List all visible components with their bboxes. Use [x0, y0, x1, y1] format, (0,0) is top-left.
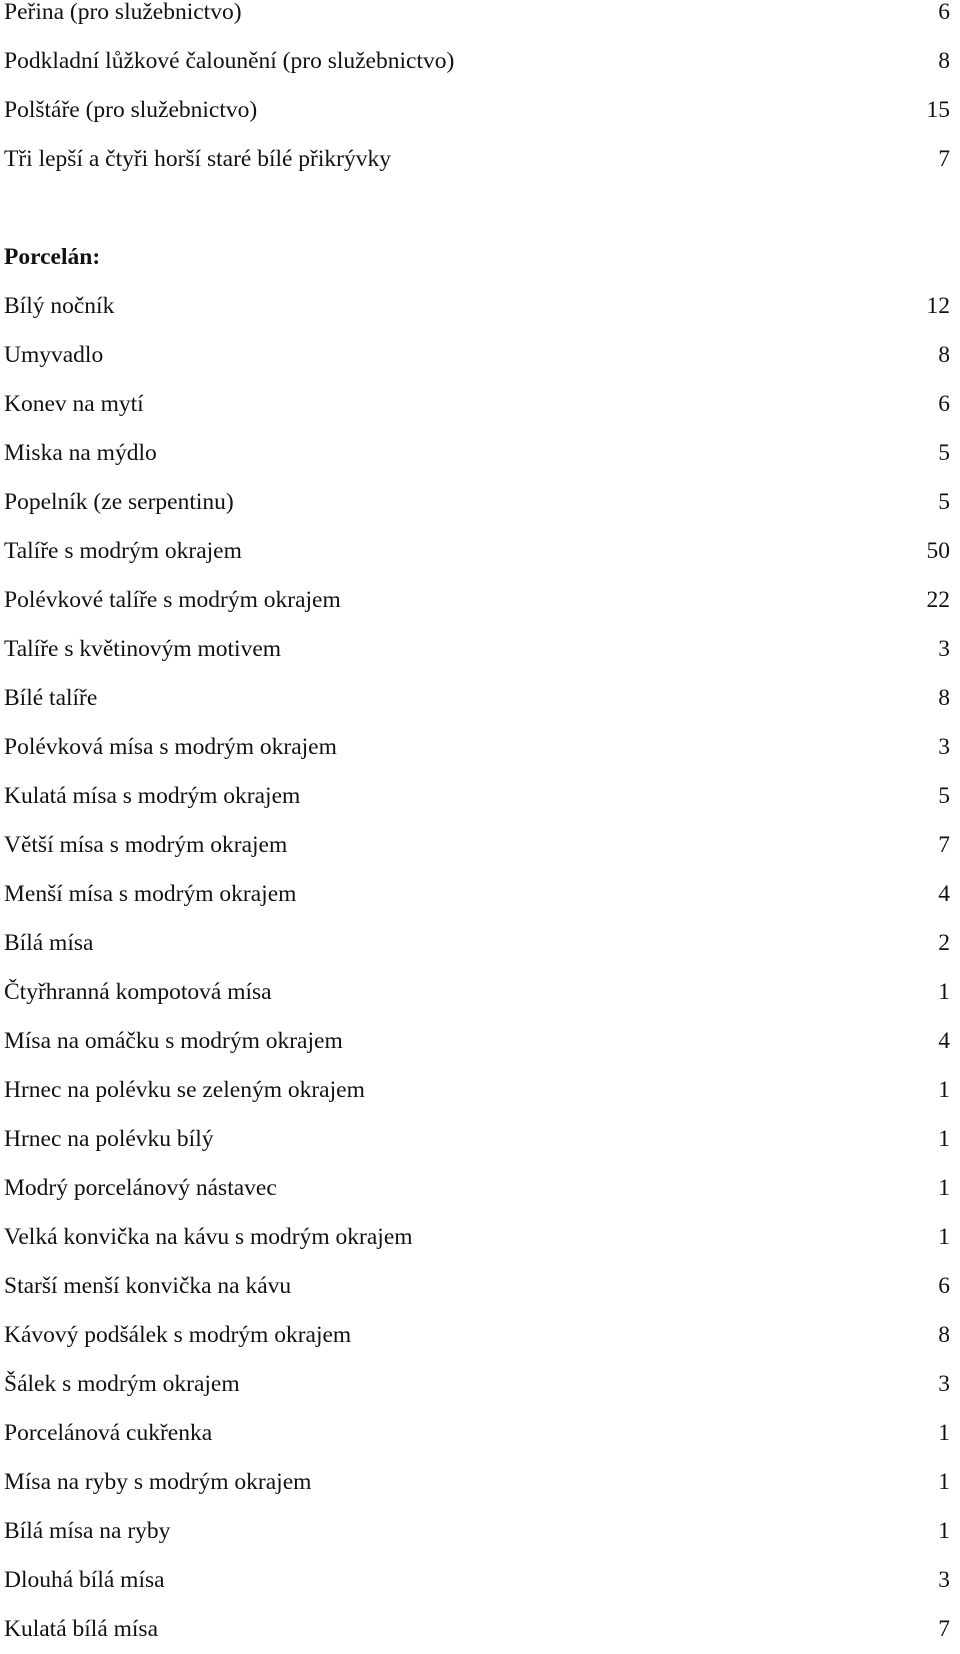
list-item	[4, 1262, 950, 1311]
section-spacer	[4, 184, 950, 233]
item-quantity: 5	[938, 783, 950, 809]
item-quantity: 7	[938, 146, 950, 172]
item-quantity: 5	[938, 489, 950, 515]
item-quantity: 4	[938, 1028, 950, 1054]
item-quantity: 2	[938, 930, 950, 956]
item-quantity: 1	[938, 1420, 950, 1446]
item-quantity: 3	[938, 734, 950, 760]
list-item	[4, 723, 950, 772]
item-quantity: 3	[938, 1567, 950, 1593]
item-label: Tři lepší a čtyři horší staré bílé přikrývky	[4, 146, 391, 172]
list-item	[4, 37, 950, 86]
item-quantity: 1	[938, 1175, 950, 1201]
item-label: Popelník (ze serpentinu)	[4, 489, 234, 515]
list-item	[4, 1066, 950, 1115]
item-label: Bílý nočník	[4, 293, 115, 319]
item-label: Starší menší konvička na kávu	[4, 1273, 292, 1299]
item-label: Polévkové talíře s modrým okrajem	[4, 587, 341, 613]
item-quantity: 1	[938, 1077, 950, 1103]
list-item	[4, 772, 950, 821]
inventory-document	[4, 0, 950, 1654]
item-quantity: 6	[938, 1273, 950, 1299]
item-label: Mísa na ryby s modrým okrajem	[4, 1469, 312, 1495]
item-label: Dlouhá bílá mísa	[4, 1567, 165, 1593]
list-item	[4, 429, 950, 478]
list-item	[4, 674, 950, 723]
item-label: Konev na mytí	[4, 391, 144, 417]
item-label: Talíře s květinovým motivem	[4, 636, 282, 662]
list-item	[4, 625, 950, 674]
list-item	[4, 0, 950, 37]
item-label: Talíře s modrým okrajem	[4, 538, 242, 564]
item-label: Miska na mýdlo	[4, 440, 157, 466]
list-item	[4, 1017, 950, 1066]
list-item	[4, 1311, 950, 1360]
item-label: Polévková mísa s modrým okrajem	[4, 734, 337, 760]
item-label: Hrnec na polévku se zeleným okrajem	[4, 1077, 365, 1103]
item-quantity: 1	[938, 1224, 950, 1250]
list-item	[4, 870, 950, 919]
item-label: Umyvadlo	[4, 342, 104, 368]
list-item	[4, 1507, 950, 1556]
item-label: Podkladní lůžkové čalounění (pro služebnictvo)	[4, 48, 455, 74]
list-item	[4, 1458, 950, 1507]
list-item	[4, 282, 950, 331]
item-label: Bílé talíře	[4, 685, 98, 711]
list-item	[4, 576, 950, 625]
item-label: Modrý porcelánový nástavec	[4, 1175, 277, 1201]
item-label: Větší mísa s modrým okrajem	[4, 832, 288, 858]
item-quantity: 6	[938, 391, 950, 417]
item-label: Velká konvička na kávu s modrým okrajem	[4, 1224, 413, 1250]
list-item	[4, 331, 950, 380]
list-item	[4, 1409, 950, 1458]
list-item	[4, 135, 950, 184]
list-item	[4, 1115, 950, 1164]
item-label: Kávový podšálek s modrým okrajem	[4, 1322, 352, 1348]
item-label: Peřina (pro služebnictvo)	[4, 0, 242, 25]
item-label: Hrnec na polévku bílý	[4, 1126, 214, 1152]
item-label: Polštáře (pro služebnictvo)	[4, 97, 258, 123]
item-label: Kulatá mísa s modrým okrajem	[4, 783, 301, 809]
item-label: Čtyřhranná kompotová mísa	[4, 979, 272, 1005]
section-heading	[4, 233, 950, 282]
item-label: Mísa na omáčku s modrým okrajem	[4, 1028, 343, 1054]
item-quantity: 6	[938, 0, 950, 25]
list-item	[4, 1164, 950, 1213]
item-quantity: 8	[938, 342, 950, 368]
item-quantity: 4	[938, 881, 950, 907]
item-quantity: 15	[926, 97, 950, 123]
item-label: Šálek s modrým okrajem	[4, 1371, 240, 1397]
list-item	[4, 919, 950, 968]
item-quantity: 22	[926, 587, 950, 613]
item-quantity: 12	[926, 293, 950, 319]
item-label: Kulatá bílá mísa	[4, 1616, 159, 1642]
list-item	[4, 821, 950, 870]
list-item	[4, 968, 950, 1017]
item-label: Bílá mísa na ryby	[4, 1518, 171, 1544]
item-quantity: 3	[938, 636, 950, 662]
item-label: Porcelánová cukřenka	[4, 1420, 213, 1446]
item-quantity: 50	[926, 538, 950, 564]
item-quantity: 1	[938, 1469, 950, 1495]
item-quantity: 3	[938, 1371, 950, 1397]
item-quantity: 1	[938, 1518, 950, 1544]
item-quantity: 5	[938, 440, 950, 466]
list-item	[4, 1213, 950, 1262]
list-item	[4, 1605, 950, 1654]
list-item	[4, 1360, 950, 1409]
item-label: Bílá mísa	[4, 930, 94, 956]
item-quantity: 8	[938, 1322, 950, 1348]
section-title: Porcelán:	[4, 244, 101, 270]
item-quantity: 8	[938, 685, 950, 711]
list-item	[4, 527, 950, 576]
item-quantity: 1	[938, 979, 950, 1005]
list-item	[4, 1556, 950, 1605]
list-item	[4, 86, 950, 135]
list-item	[4, 478, 950, 527]
item-quantity: 7	[938, 832, 950, 858]
item-quantity: 7	[938, 1616, 950, 1642]
item-quantity: 1	[938, 1126, 950, 1152]
item-label: Menší mísa s modrým okrajem	[4, 881, 297, 907]
item-quantity: 8	[938, 48, 950, 74]
list-item	[4, 380, 950, 429]
